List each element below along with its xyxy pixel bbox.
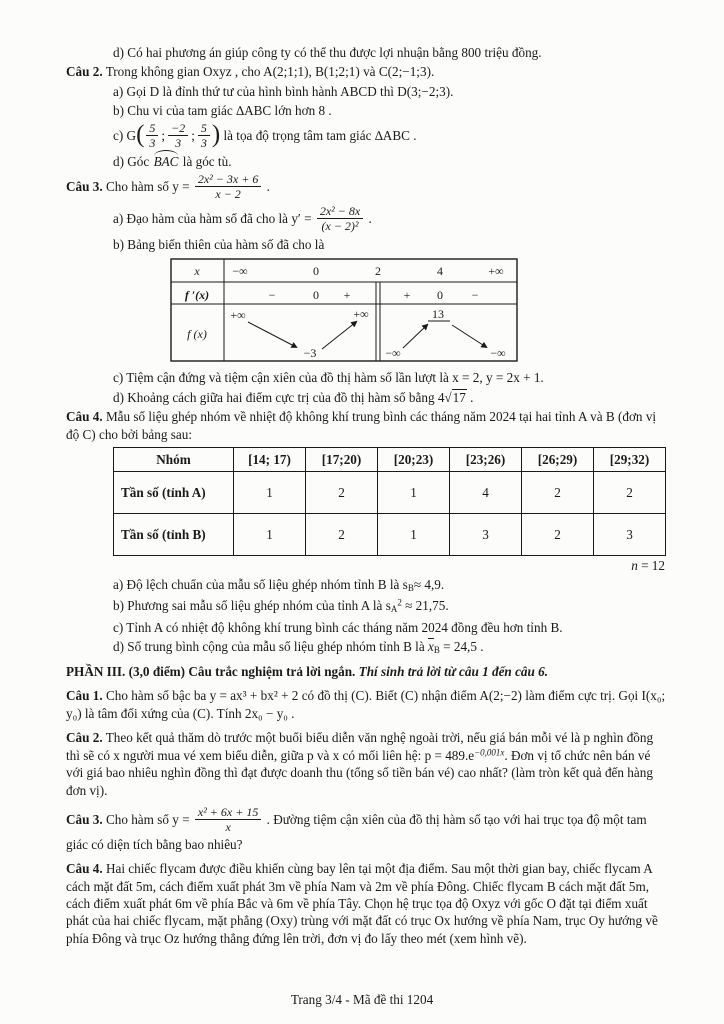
- subscript: B: [407, 583, 414, 594]
- frequency-row-A: [114, 471, 666, 513]
- bbt-sign: +: [403, 287, 411, 302]
- q2-statement-d: [113, 153, 668, 170]
- part3-heading: [66, 663, 668, 680]
- bbt-x-value: 2: [375, 263, 381, 278]
- bbt-sign: −: [471, 287, 479, 302]
- superscript: 2: [397, 597, 402, 608]
- bbt-limit: +∞: [353, 306, 369, 321]
- fraction: [166, 121, 190, 151]
- question-3-label: Câu 3.: [66, 178, 103, 194]
- p3-question-1: [66, 687, 668, 722]
- freq-cell: 2: [306, 471, 378, 513]
- p3-q4-text: Hai chiếc flycam được điều khiển cùng bay lên tại một địa điểm. Sau một thời gian bay, chiếc flycam A cách mặt đất 5m, cách điểm xuất phát 3m về phía Nam và 2m về phía Đông. Chiếc flycam B cách mặt đất 5m, cách điểm xuất phát 6m về phía Bắc và 6m về phía Tây. Chọn hệ trục tọa độ Oxyz với gốc O đặt tại điểm xuất phát của hai chiếc flycam, mặt phẳng (Oxy) trùng với mặt đất có trục Ox hướng về phía Nam, trục Oy hướng về phía Đông và trục Oz hướng thẳng đứng lên trời, đơn vị đo lấy theo mét (xem hình vẽ).: [66, 861, 658, 946]
- radicand: 17: [452, 389, 466, 405]
- p3-q2-text-end: . Đơn vị tổ chức nên bán vé với giá bao nhiêu nghìn đồng thì đạt được doanh thu (tổng số tiền bán vé) cao nhất? (làm tròn kết quả đến hàng đơn vị).: [66, 747, 653, 798]
- page-footer: Trang 3/4 - Mã đề thi 1204: [290, 991, 434, 1007]
- exponent: −0,001x: [474, 747, 505, 758]
- bbt-fprime-label: f ′(x): [184, 287, 210, 302]
- bbt-maximum: 13: [432, 306, 444, 321]
- freq-cell: 1: [378, 513, 450, 555]
- q4-statement-a: [113, 576, 668, 595]
- fraction: [193, 805, 263, 835]
- q4a-suffix: ≈ 4,9.: [413, 577, 445, 593]
- q4a-prefix: a) Độ lệch chuẩn của mẫu số liệu ghép nhóm tỉnh B là s: [113, 577, 408, 593]
- question-3-header: [66, 173, 668, 203]
- freq-cell: 2: [594, 471, 666, 513]
- freq-cell: 3: [450, 513, 522, 555]
- frequency-table-header-row: [114, 447, 666, 471]
- fraction-numerator: 2x² − 3x + 6: [195, 172, 261, 187]
- question-3-text: Cho hàm số y =: [102, 178, 193, 194]
- part3-heading-note: Thí sinh trả lời từ câu 1 đến câu 6.: [355, 664, 549, 680]
- q4b-prefix: b) Phương sai mẫu số liệu ghép nhóm của tỉnh A là s: [113, 598, 391, 614]
- q2d-suffix: là góc tù.: [179, 154, 232, 170]
- n-variable: n: [631, 557, 638, 573]
- col-header-group: Nhóm: [114, 447, 234, 471]
- fraction-numerator: 5: [198, 121, 210, 136]
- q3d-prefix: d) Khoảng cách giữa hai điểm cực trị của đồ thị hàm số bằng 4√: [113, 389, 452, 405]
- col-header-bin: [23;26): [450, 447, 522, 471]
- bbt-x-value: −∞: [232, 263, 248, 278]
- bbt-sign: 0: [437, 287, 443, 302]
- bbt-x-value: 0: [313, 263, 319, 278]
- p3-question-4: [66, 860, 668, 947]
- bbt-x-value: +∞: [488, 263, 504, 278]
- row-label-A: Tần số (tỉnh A): [114, 471, 234, 513]
- col-header-bin: [26;29): [522, 447, 594, 471]
- n-value: = 12: [637, 557, 665, 573]
- close-paren: ): [211, 121, 221, 149]
- sample-size-note: [113, 557, 665, 574]
- bbt-limit: −∞: [385, 345, 401, 360]
- bbt-arrow-down: [452, 325, 486, 347]
- fraction-denominator: x − 2: [215, 187, 241, 202]
- question-4-text: Mẫu số liệu ghép nhóm về nhiệt độ không khí trung bình các tháng năm 2024 tại hai tỉnh A và B (đơn vị độ C) cho bởi bảng sau:: [66, 409, 657, 442]
- variation-table: [170, 258, 668, 366]
- bbt-x-value: 4: [437, 263, 443, 278]
- q4d-prefix: d) Số trung bình cộng của mẫu số liệu ghép nhóm tỉnh B là: [113, 638, 428, 654]
- p3-q2-label: Câu 2.: [66, 730, 103, 746]
- col-header-bin: [20;23): [378, 447, 450, 471]
- fraction-numerator: x² + 6x + 15: [195, 805, 261, 820]
- p3-q4-label: Câu 4.: [66, 861, 103, 877]
- q3a-suffix: .: [365, 210, 372, 226]
- bbt-border: [171, 259, 517, 361]
- fraction-numerator: 5: [146, 121, 158, 136]
- subscript: B: [433, 645, 440, 656]
- bbt-sign: +: [343, 287, 351, 302]
- fraction: [144, 121, 160, 151]
- bbt-limit: +∞: [230, 307, 246, 322]
- question-4-header: [66, 408, 668, 443]
- q2c-suffix: là tọa độ trọng tâm tam giác ∆ABC .: [220, 127, 417, 143]
- freq-cell: 1: [234, 471, 306, 513]
- q4-statement-b: [113, 597, 668, 616]
- q3d-suffix: .: [466, 389, 474, 405]
- bbt-sign: −: [268, 287, 276, 302]
- q4b-suffix: ≈ 21,75.: [401, 598, 449, 614]
- q2c-prefix: c) G: [113, 127, 137, 143]
- freq-cell: 1: [378, 471, 450, 513]
- fraction-denominator: (x − 2)²: [321, 219, 359, 234]
- open-paren: (: [136, 121, 145, 149]
- q3-statement-a: [113, 205, 668, 235]
- p3-q1-text: Cho hàm số bậc ba y = ax³ + bx² + 2 có đồ thị (C). Biết (C) nhận điểm A(2;−2) làm điểm cực trị. Gọi I(x₀; y₀) là tâm đối xứng của (C). Tính 2x₀ − y₀ .: [66, 688, 666, 721]
- freq-cell: 2: [522, 471, 594, 513]
- statement-intro-d: d) Có hai phương án giúp công ty có thể thu được lợi nhuận bằng 800 triệu đồng.: [113, 45, 542, 60]
- col-header-bin: [17;20): [306, 447, 378, 471]
- bbt-x-label: x: [194, 263, 200, 278]
- q3-statement-b: b) Bảng biến thiên của hàm số đã cho là: [113, 237, 325, 253]
- fraction: [196, 121, 212, 151]
- freq-cell: 1: [234, 513, 306, 555]
- p3-q3-text: Cho hàm số y =: [102, 811, 193, 827]
- bbt-f-label: f (x): [187, 326, 207, 341]
- q4-statement-c: c) Tỉnh A có nhiệt độ không khí trung bình các tháng năm 2024 đồng đều hơn tỉnh B.: [113, 619, 563, 635]
- variation-table-svg: [170, 258, 518, 362]
- question-2-header: [66, 63, 668, 80]
- freq-cell: 4: [450, 471, 522, 513]
- p3-question-2: [66, 729, 668, 799]
- bbt-arrow-up: [322, 322, 356, 349]
- bbt-minimum: −3: [303, 345, 317, 360]
- fraction: [193, 172, 263, 202]
- fraction-denominator: 3: [149, 136, 156, 151]
- bbt-arrow-up: [403, 325, 427, 348]
- question-2-text: Trong không gian Oxyz , cho A(2;1;1), B(1;2;1) và C(2;−1;3).: [102, 64, 435, 80]
- freq-cell: 2: [522, 513, 594, 555]
- q4-statement-d: [113, 638, 668, 657]
- separator: ;: [191, 127, 195, 143]
- fraction: [315, 204, 365, 234]
- bbt-limit: −∞: [490, 345, 506, 360]
- bbt-arrow-down: [248, 322, 296, 347]
- p3-q2-text: Theo kết quả thăm dò trước một buổi biểu diễn văn nghệ ngoài trời, nếu giá bán mỗi vé là p nghìn đồng thì sẽ có x người mua vé xem biểu diễn, giữa p và x có mối liên hệ: p = 489.e: [66, 730, 654, 763]
- question-3-text-end: .: [263, 178, 270, 194]
- q2d-prefix: d) Góc: [113, 154, 153, 170]
- p3-q3-text-end: . Đường tiệm cận xiên của đồ thị hàm số tạo với hai trục tọa độ một tam giác có diện tích bằng bao nhiêu?: [66, 811, 647, 852]
- p3-q1-label: Câu 1.: [66, 688, 103, 704]
- p3-question-3: [66, 806, 668, 853]
- separator: ;: [161, 127, 166, 143]
- q4d-suffix: = 24,5 .: [439, 638, 484, 654]
- q3-statement-d: [113, 389, 668, 406]
- col-header-bin: [29;32): [594, 447, 666, 471]
- frequency-row-B: [114, 513, 666, 555]
- bbt-sign: 0: [313, 287, 319, 302]
- fraction-numerator: 2x² − 8x: [317, 204, 363, 219]
- question-4-label: Câu 4.: [66, 409, 103, 425]
- freq-cell: 3: [594, 513, 666, 555]
- freq-cell: 2: [306, 513, 378, 555]
- p3-q3-label: Câu 3.: [66, 811, 103, 827]
- row-label-B: Tần số (tỉnh B): [114, 513, 234, 555]
- col-header-bin: [14; 17): [234, 447, 306, 471]
- fraction-denominator: 3: [200, 136, 207, 151]
- part3-heading-main: PHẦN III. (3,0 điểm) Câu trắc nghiệm trả lời ngắn.: [66, 664, 356, 680]
- q2-statement-b: b) Chu vi của tam giác ∆ABC lớn hơn 8 .: [113, 103, 332, 119]
- fraction-denominator: x: [225, 820, 231, 835]
- fraction-numerator: −2: [168, 121, 188, 136]
- fraction-denominator: 3: [175, 136, 182, 151]
- q3a-prefix: a) Đạo hàm của hàm số đã cho là y′ =: [113, 210, 315, 226]
- subscript: A: [390, 604, 398, 615]
- q2-statement-a: a) Gọi D là đỉnh thứ tư của hình bình hành ABCD thì D(3;−2;3).: [113, 83, 454, 99]
- frequency-table: [113, 447, 666, 556]
- angle-arc-notation: BAC: [153, 154, 179, 170]
- question-2-label: Câu 2.: [66, 64, 103, 80]
- x-bar-symbol: $\overline{x}$: [428, 638, 434, 654]
- q3-statement-c: c) Tiệm cận đứng và tiệm cận xiên của đồ thị hàm số lần lượt là x = 2, y = 2x + 1.: [113, 370, 544, 386]
- q2-statement-c: [113, 122, 668, 152]
